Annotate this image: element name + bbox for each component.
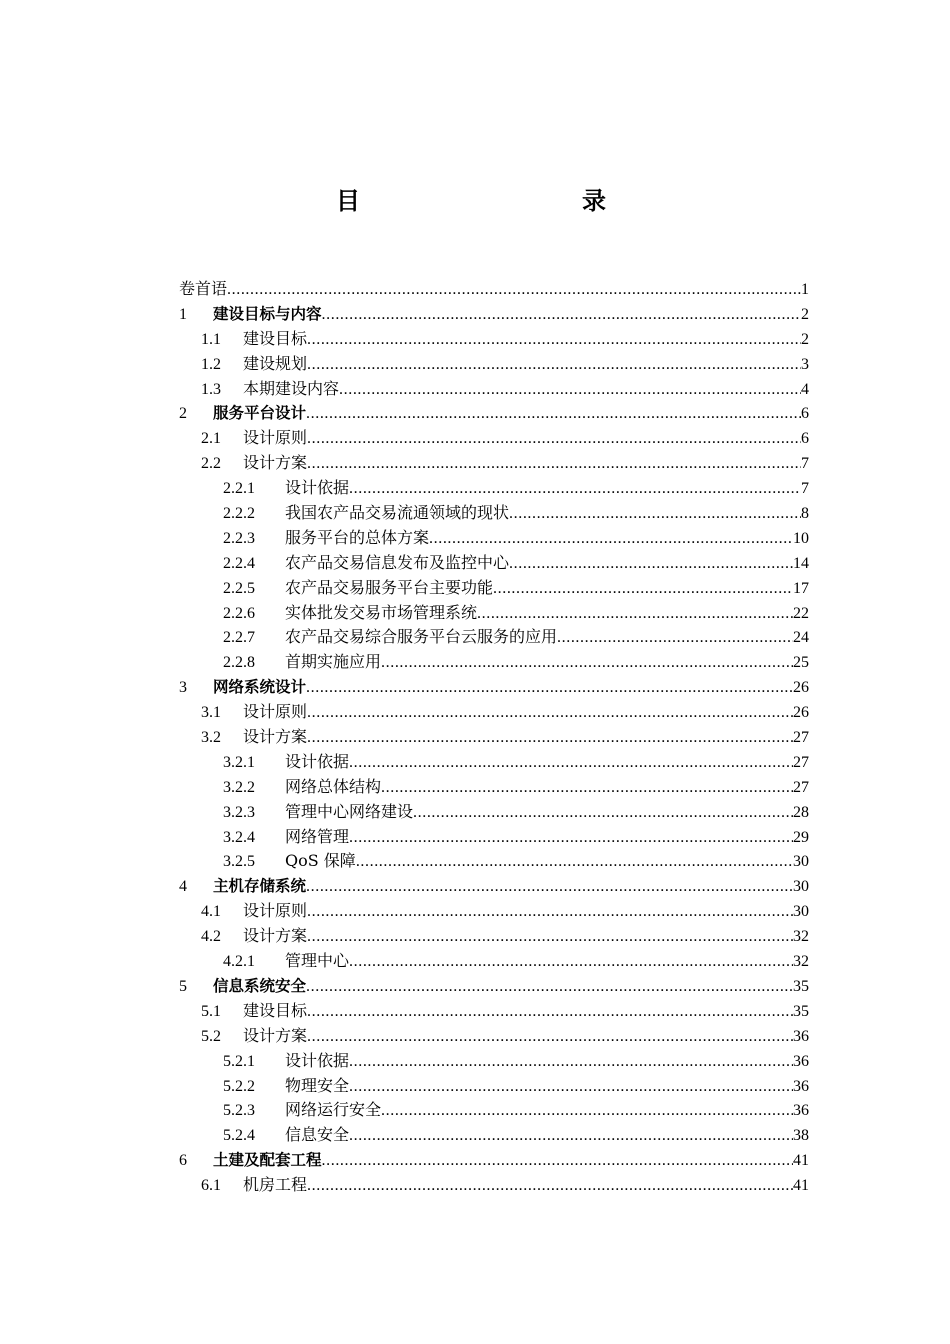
toc-dot-leader [307,328,801,353]
toc-dot-leader [429,527,793,552]
toc-entry[interactable] [179,1173,809,1198]
toc-dot-leader [307,726,793,751]
toc-entry-page: 30 [793,853,809,871]
toc-entry-page: 4 [801,380,809,398]
toc-entry-title: 机房工程 [243,1175,308,1195]
toc-dot-leader [307,1025,793,1050]
toc-dot-leader [493,577,793,602]
toc-entry-page: 6 [801,405,809,423]
toc-entry[interactable] [179,1098,809,1123]
toc-entry-page: 24 [793,629,809,647]
toc-entry-title: 网络系统设计 [213,678,307,697]
toc-dot-leader [339,378,801,403]
toc-entry[interactable] [179,601,809,626]
toc-entry[interactable] [179,277,809,302]
toc-entry-page: 6 [801,430,809,448]
toc-dot-leader [306,402,801,427]
toc-entry-title: 设计原则 [243,702,308,722]
toc-entry[interactable] [179,401,809,426]
toc-entry-number: 3.2.3 [223,803,255,821]
toc-entry-page: 28 [793,803,809,821]
toc-entry-title: 土建及配套工程 [213,1151,322,1170]
toc-entry-title: 建设规划 [243,353,308,373]
toc-entry-title: 网络运行安全 [285,1100,382,1120]
toc-entry[interactable] [179,526,809,551]
toc-entry-title: 建设目标与内容 [213,304,322,323]
toc-entry[interactable] [179,352,809,377]
toc-entry-number: 4 [179,878,187,896]
toc-dot-leader [381,1099,793,1124]
toc-dot-leader [349,1050,793,1075]
toc-entry[interactable] [179,899,809,924]
toc-entry-title: 卷首语 [179,279,228,298]
toc-entry-number: 5.2.3 [223,1102,255,1120]
toc-entry-number: 1.3 [201,380,221,398]
toc-entry-page: 36 [793,1102,809,1120]
toc-entry[interactable] [179,999,809,1024]
toc-entry-number: 5 [179,977,187,995]
toc-dot-leader [322,1149,793,1174]
toc-dot-leader [509,552,793,577]
toc-dot-leader [306,676,793,701]
toc-entry-number: 5.2 [201,1027,221,1045]
toc-dot-leader [307,900,793,925]
toc-entry-page: 27 [793,753,809,771]
toc-entry[interactable] [179,576,809,601]
toc-entry-title: 设计方案 [243,727,308,747]
table-of-contents [179,277,809,1198]
toc-entry-page: 10 [793,529,809,547]
toc-entry-number: 3.2.5 [223,853,255,871]
toc-entry-title: 信息安全 [285,1125,350,1145]
toc-entry[interactable] [179,1024,809,1049]
toc-entry-page: 41 [793,1152,809,1170]
toc-dot-leader [413,801,793,826]
toc-entry-title: 设计依据 [285,751,350,771]
toc-entry[interactable] [179,700,809,725]
toc-entry-page: 36 [793,1027,809,1045]
toc-entry-number: 2.2.7 [223,629,255,647]
toc-dot-leader [349,1075,793,1100]
toc-entry-number: 1 [179,305,187,323]
toc-dot-leader [509,502,801,527]
toc-entry-title: 实体批发交易市场管理系统 [285,602,478,622]
toc-entry-page: 26 [793,704,809,722]
toc-entry-number: 6 [179,1152,187,1170]
toc-entry-title: 建设目标 [243,1000,308,1020]
toc-entry-page: 29 [793,828,809,846]
toc-entry[interactable] [179,775,809,800]
toc-dot-leader [307,701,793,726]
toc-entry-title: 信息系统安全 [213,976,307,995]
toc-entry-title: 网络管理 [285,826,350,846]
toc-entry-page: 30 [793,903,809,921]
toc-entry-number: 4.2 [201,928,221,946]
toc-entry-title: 管理中心 [285,951,350,971]
toc-entry[interactable] [179,825,809,850]
toc-entry-title: 主机存储系统 [213,877,307,896]
toc-dot-leader [349,1124,793,1149]
toc-entry-number: 6.1 [201,1177,221,1195]
page-title: 目 录 [336,187,664,215]
toc-entry[interactable] [179,1049,809,1074]
toc-entry-page: 3 [801,355,809,373]
toc-entry-number: 2.2.5 [223,579,255,597]
toc-entry-page: 25 [793,654,809,672]
toc-entry-number: 3.2.2 [223,778,255,796]
toc-dot-leader [557,626,793,651]
toc-entry-number: 4.2.1 [223,953,255,971]
toc-entry-number: 5.2.1 [223,1052,255,1070]
toc-entry-page: 14 [793,554,809,572]
toc-dot-leader [349,751,793,776]
toc-dot-leader [307,353,801,378]
toc-entry[interactable] [179,1074,809,1099]
toc-dot-leader [307,925,793,950]
toc-entry[interactable] [179,451,809,476]
toc-entry[interactable] [179,650,809,675]
toc-entry-number: 2 [179,405,187,423]
toc-entry-number: 5.2.2 [223,1077,255,1095]
toc-entry-title: 农产品交易服务平台主要功能 [285,577,494,597]
toc-entry-number: 3.1 [201,704,221,722]
toc-entry-page: 32 [793,953,809,971]
toc-entry-page: 7 [801,455,809,473]
toc-dot-leader [381,776,793,801]
toc-entry-number: 1.1 [201,330,221,348]
toc-entry-page: 41 [793,1177,809,1195]
toc-entry-page: 30 [793,878,809,896]
toc-entry-title: 服务平台设计 [213,404,307,423]
toc-dot-leader [349,477,801,502]
toc-dot-leader [381,651,793,676]
toc-dot-leader [227,278,801,303]
toc-entry[interactable] [179,874,809,899]
toc-dot-leader [322,303,801,328]
toc-dot-leader [307,427,801,452]
toc-entry[interactable] [179,551,809,576]
toc-entry-page: 2 [801,330,809,348]
toc-entry-title: 设计依据 [285,1050,350,1070]
toc-entry-page: 32 [793,928,809,946]
toc-entry[interactable] [179,302,809,327]
toc-entry-page: 17 [793,579,809,597]
toc-entry-page: 38 [793,1127,809,1145]
toc-entry-number: 1.2 [201,355,221,373]
toc-entry-page: 35 [793,977,809,995]
toc-entry[interactable] [179,725,809,750]
toc-dot-leader [349,826,793,851]
toc-entry-title: 设计方案 [243,453,308,473]
toc-entry-title: 我国农产品交易流通领域的现状 [285,503,510,523]
toc-entry-number: 2.2.4 [223,554,255,572]
toc-entry[interactable] [179,750,809,775]
toc-entry[interactable] [179,974,809,999]
toc-dot-leader [477,602,793,627]
toc-entry[interactable] [179,1148,809,1173]
toc-entry-number: 2.1 [201,430,221,448]
toc-entry[interactable] [179,625,809,650]
toc-entry-title: 农产品交易信息发布及监控中心 [285,552,510,572]
toc-entry[interactable] [179,1123,809,1148]
toc-entry-page: 1 [801,281,809,298]
toc-entry-number: 4.1 [201,903,221,921]
toc-entry[interactable] [179,426,809,451]
toc-entry[interactable] [179,675,809,700]
toc-entry[interactable] [179,476,809,501]
toc-entry-title: 建设目标 [243,328,308,348]
toc-entry-title: 设计原则 [243,901,308,921]
toc-entry-number: 3.2.1 [223,753,255,771]
toc-dot-leader [349,950,793,975]
toc-dot-leader [307,1000,793,1025]
toc-entry-number: 3.2.4 [223,828,255,846]
toc-entry[interactable] [179,327,809,352]
toc-entry-page: 27 [793,778,809,796]
toc-entry-page: 27 [793,729,809,747]
toc-entry-number: 2.2.1 [223,480,255,498]
toc-entry-number: 5.1 [201,1002,221,1020]
toc-entry-title: 物理安全 [285,1075,350,1095]
toc-entry-title: 管理中心网络建设 [285,801,414,821]
toc-entry-title: 设计原则 [243,428,308,448]
toc-entry-number: 2.2 [201,455,221,473]
toc-entry-number: 3 [179,679,187,697]
toc-entry-page: 36 [793,1052,809,1070]
toc-dot-leader [307,1174,793,1199]
toc-entry-title: 设计方案 [243,926,308,946]
toc-entry[interactable] [179,949,809,974]
toc-entry-number: 5.2.4 [223,1127,255,1145]
toc-dot-leader [306,875,793,900]
toc-entry-page: 7 [801,480,809,498]
toc-entry-title: 服务平台的总体方案 [285,527,430,547]
toc-dot-leader [307,452,801,477]
toc-entry-title: 网络总体结构 [285,776,382,796]
toc-entry-page: 36 [793,1077,809,1095]
toc-entry-title: 本期建设内容 [243,378,340,398]
toc-entry-title: 设计依据 [285,478,350,498]
toc-entry-title: 设计方案 [243,1025,308,1045]
toc-entry[interactable] [179,849,809,874]
toc-entry-page: 35 [793,1002,809,1020]
toc-dot-leader [306,975,793,1000]
toc-entry[interactable] [179,924,809,949]
toc-entry-number: 2.2.3 [223,529,255,547]
toc-entry-number: 2.2.6 [223,604,255,622]
toc-entry[interactable] [179,800,809,825]
toc-entry-title: 农产品交易综合服务平台云服务的应用 [285,627,558,647]
toc-entry-page: 26 [793,679,809,697]
toc-entry-page: 2 [801,305,809,323]
toc-entry-number: 2.2.8 [223,654,255,672]
toc-entry[interactable] [179,501,809,526]
toc-entry[interactable] [179,377,809,402]
toc-entry-number: 2.2.2 [223,505,255,523]
toc-entry-page: 8 [801,505,809,523]
toc-entry-number: 3.2 [201,729,221,747]
toc-entry-page: 22 [793,604,809,622]
toc-entry-title: QoS 保障 [285,851,356,871]
toc-entry-title: 首期实施应用 [285,652,382,672]
toc-dot-leader [356,850,793,875]
